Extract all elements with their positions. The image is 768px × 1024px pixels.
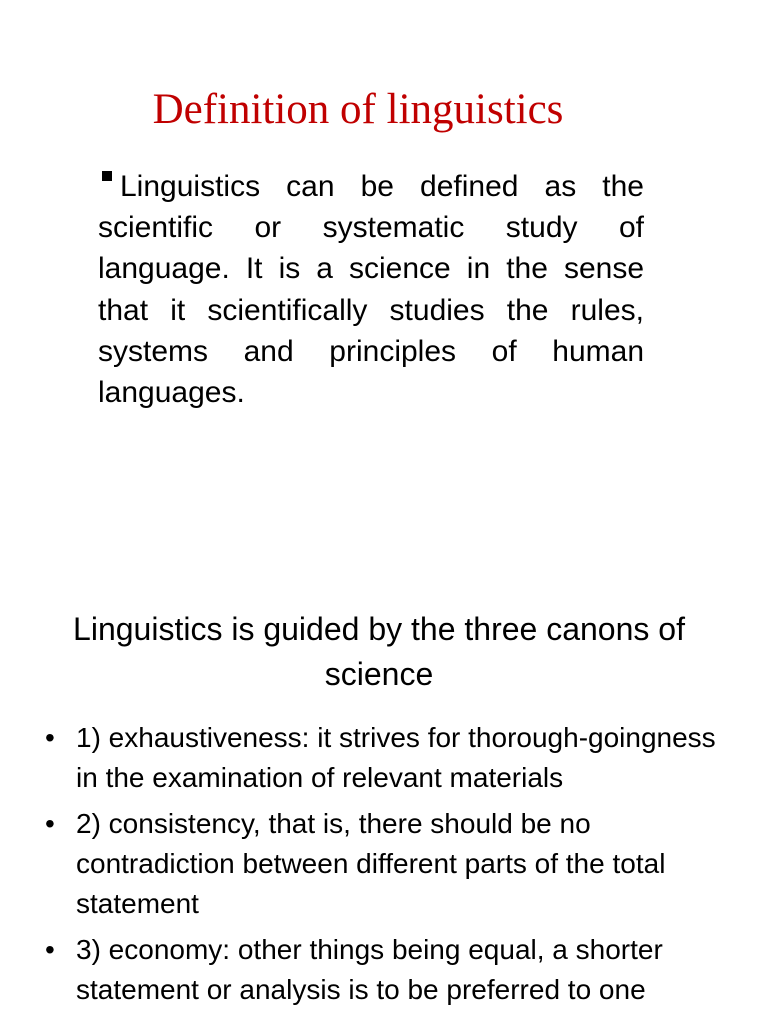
list-item [0,804,768,924]
list-item-text: 2) consistency, that is, there should be no contradiction between different parts of the total statement [76,808,666,919]
definition-text: Linguistics can be defined as the scientific or systematic study of language. It is a science in the sense that it scientifically studies the rules, systems and principles of human languages. [98,170,644,410]
round-bullet-icon: • [45,808,55,839]
slide-title: Definition of linguistics [152,86,564,133]
square-bullet-icon [102,171,112,181]
round-bullet-icon: • [45,934,55,965]
list-item [0,718,768,798]
canons-heading: Linguistics is guided by the three canons of science [73,611,685,692]
round-bullet-icon: • [45,722,55,753]
list-item-text: 1) exhaustiveness: it strives for thorough-goingness in the examination of relevant materials [76,722,716,793]
list-item-text: 3) economy: other things being equal, a shorter statement or analysis is to be preferred to one [76,934,663,1005]
canons-list [0,718,768,1016]
list-item [0,930,768,1010]
definition-paragraph [98,166,644,413]
